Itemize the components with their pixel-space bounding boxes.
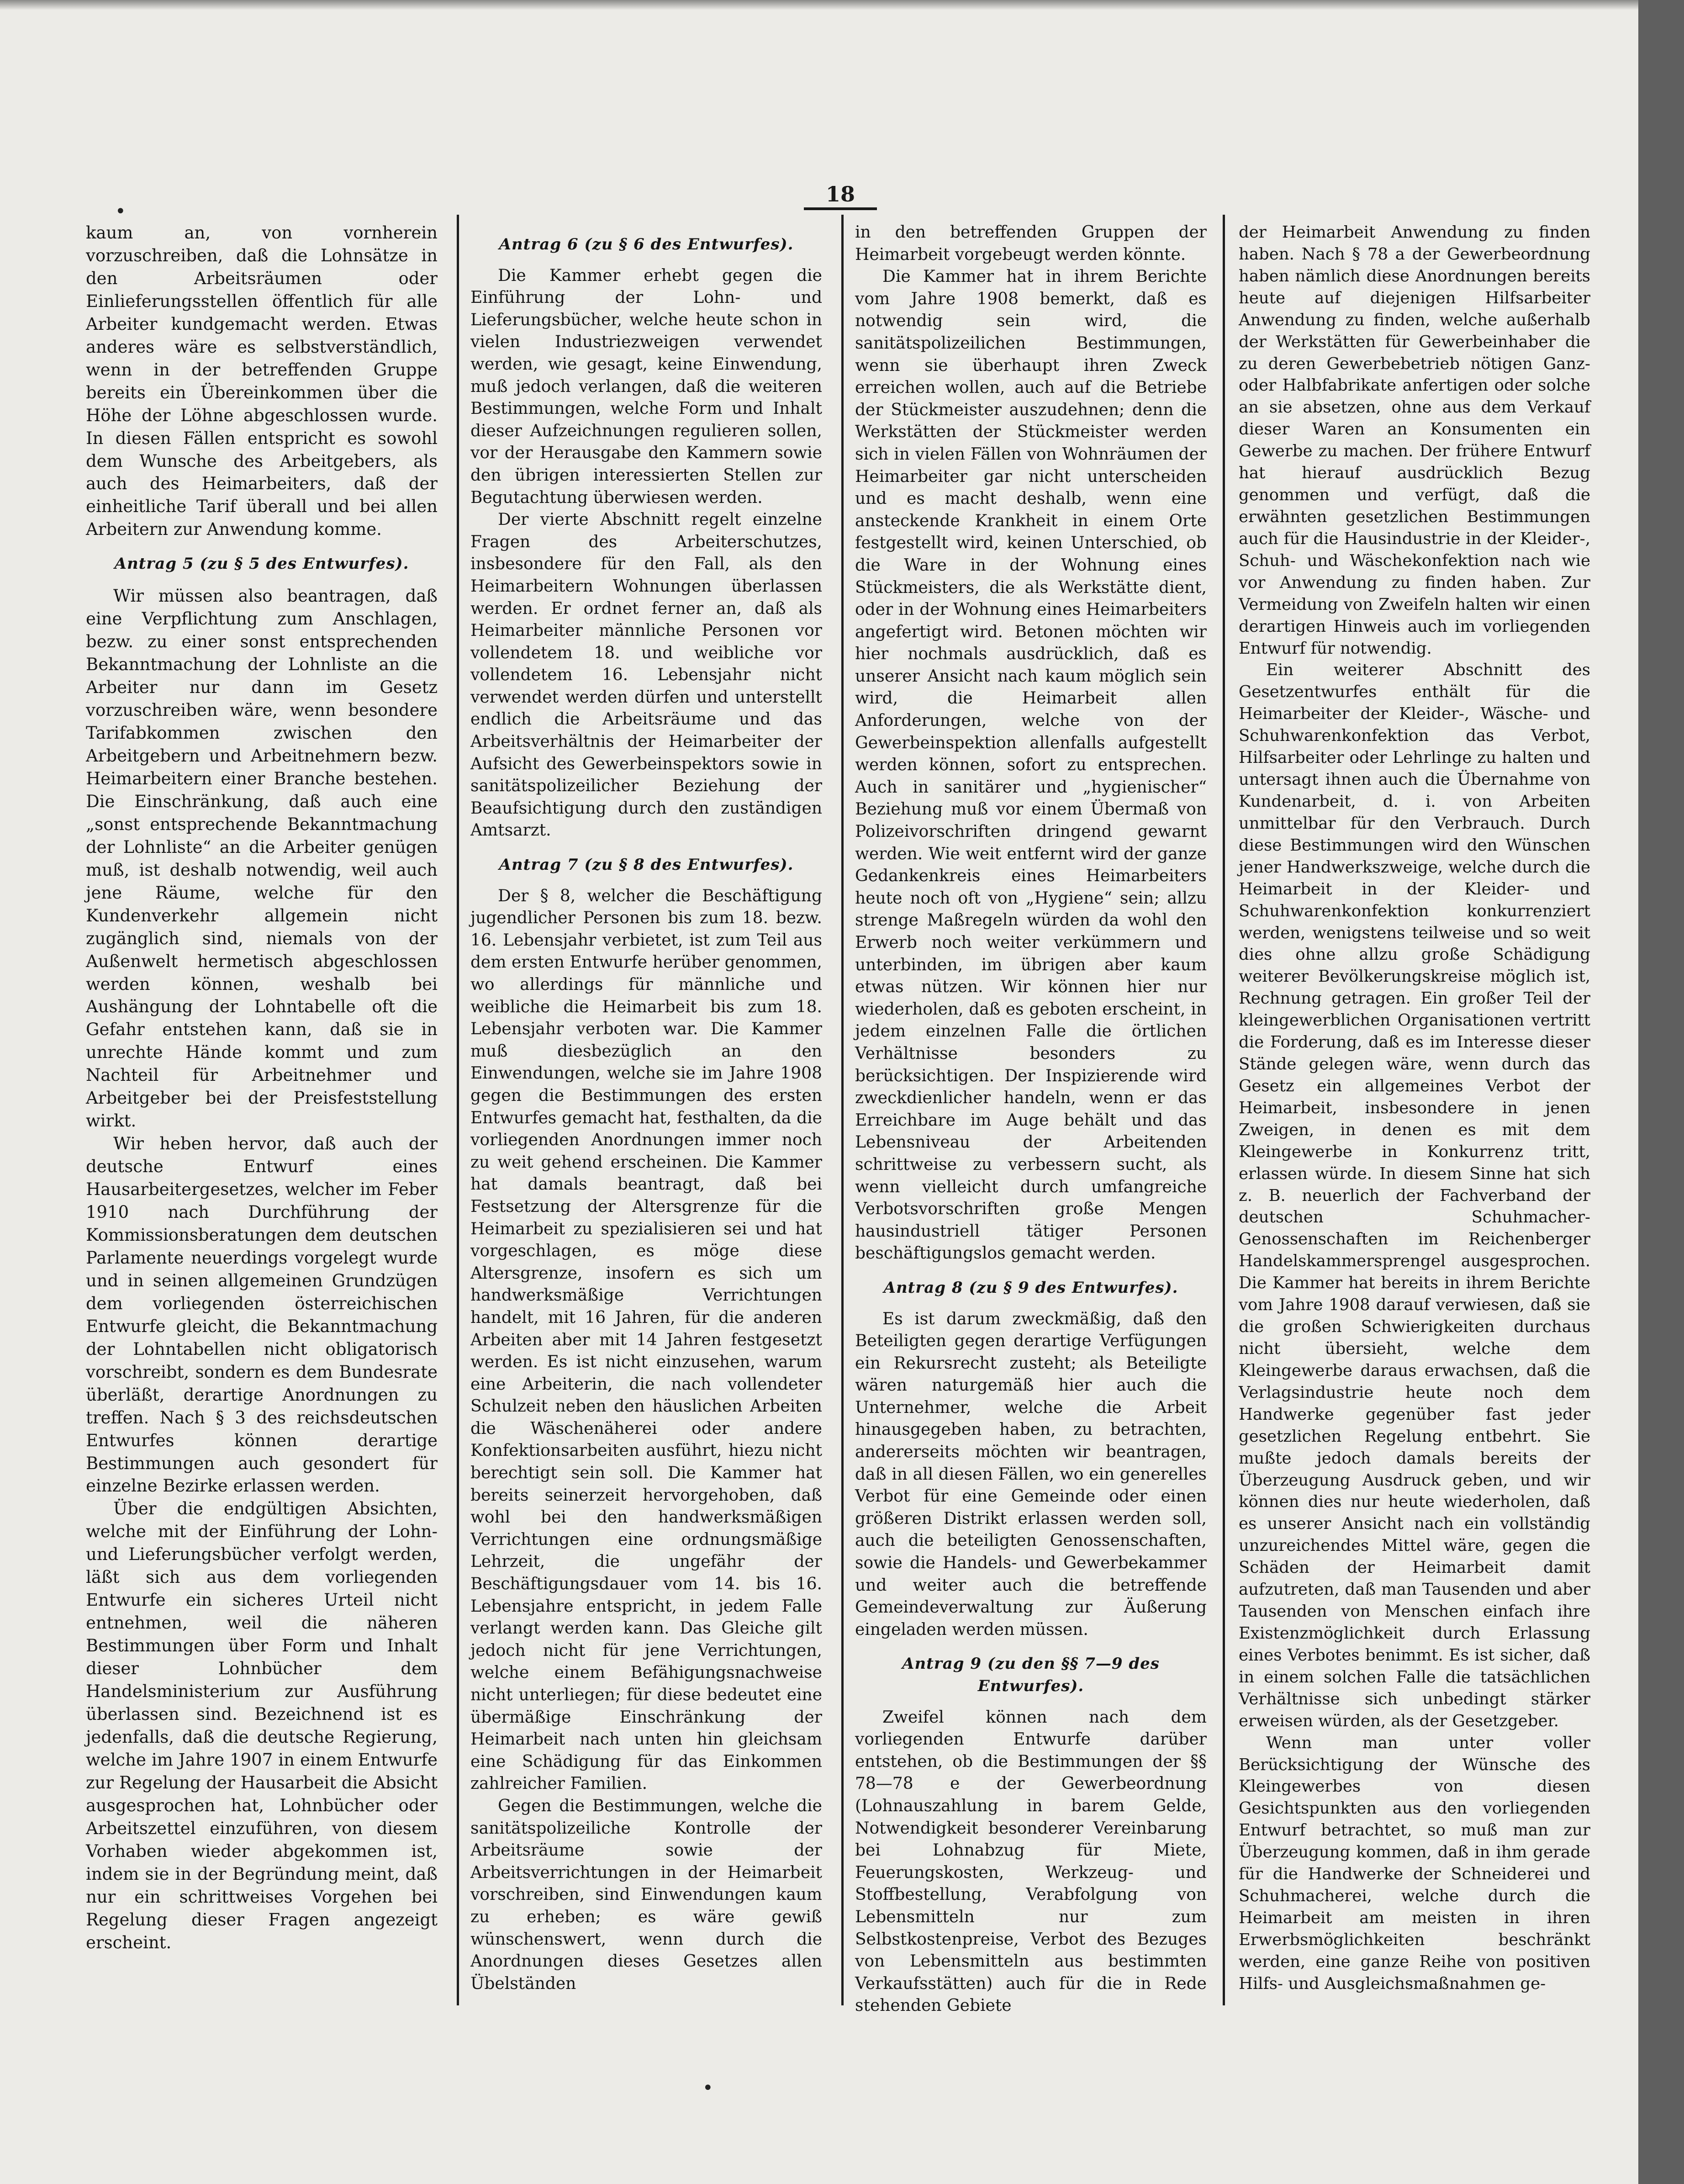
paragraph: der Heimarbeit Anwendung zu finden haben. Nach § 78 a der Gewerbeordnung haben nämlich diese Anordnungen bereits heute auf diejenigen Hilfsarbeiter Anwendung zu finden, welche außerhalb der Werkstätten für Gewerbeinhaber die zu deren Gewerbebetrieb nötigen Ganz- oder Halbfabrikate anfertigen oder solche an sie absetzen, ohne aus dem Verkauf dieser Waren an Konsumenten ein Gewerbe zu machen. Der frühere Entwurf hat hierauf ausdrücklich Bezug genommen und verfügt, daß die erwähnten gesetzlichen Bestimmungen auch für die Hausindustrie in der Kleider-, Schuh- und Wäschekonfektion nach wie vor Anwendung zu finden haben. Zur Vermeidung von Zweifeln halten wir einen derartigen Hinweis auch im vorliegenden Entwurf für notwendig. — [1239, 223, 1590, 658]
paragraph: in den betreffenden Gruppen der Heimarbeit vorgebeugt werden könnte. — [855, 223, 1207, 264]
column-rule — [841, 215, 844, 2005]
section-heading: Antrag 6 (zu § 6 des Entwurfes). — [499, 235, 794, 254]
paragraph: Wir müssen also beantragen, daß eine Verpflichtung zum Anschlagen, bezw. zu einer sonst entsprechenden Bekanntmachung der Lohnliste an die Arbeiter nur dann im Gesetz vorzuschreiben wäre, wenn besondere Tarifabkommen zwischen den Arbeitgebern und Arbeitnehmern bezw. Heimarbeitern einer Branche bestehen. Die Einschränkung, daß auch eine „sonst entsprechende Bekanntmachung der Lohnliste“ an die Arbeiter genügen muß, ist deshalb notwendig, weil auch jene Räume, welche für den Kundenverkehr allgemein nicht zugänglich sind, niemals von der Außenwelt hermetisch abgeschlossen werden können, weshalb bei Aushängung der Lohntabelle oft die Gefahr entstehen kann, daß sie in unrechte Hände kommt und zum Nachteil für Arbeitnehmer und Arbeitgeber bei der Preisfeststellung wirkt. — [86, 586, 438, 1131]
paragraph: Wir heben hervor, daß auch der deutsche Entwurf eines Hausarbeitergesetzes, welcher im Feber 1910 nach Durchführung der Kommissionsberatungen dem deutschen Parlamente neuerdings vorgelegt wurde und in seinen allgemeinen Grundzügen dem vorliegenden österreichischen Entwurfe gleicht, die Bekanntmachung der Lohntabellen nicht obligatorisch vorschreibt, sondern es dem Bundesrate überläßt, derartige Anordnungen zu treffen. Nach § 3 des reichsdeutschen Entwurfes können derartige Bestimmungen auch gesondert für einzelne Bezirke erlassen werden. — [86, 1134, 438, 1496]
stray-mark: • — [702, 2078, 713, 2099]
paragraph: Der vierte Abschnitt regelt einzelne Fragen des Arbeiterschutzes, insbesondere für den Fall, als den Heimarbeitern Wohnungen überlassen werden. Er ordnet ferner an, daß als Heimarbeiter männliche Personen vor vollendetem 18. und weibliche vor vollendetem 16. Lebensjahr nicht verwendet werden dürfen und unterstellt endlich die Arbeitsräume und das Arbeitsverhältnis der Heimarbeiter der Aufsicht des Gewerbeinspektors sowie in sanitätspolizeilicher Beziehung der Beaufsichtigung durch den zuständigen Amtsarzt. — [470, 510, 822, 840]
text-column-2 — [470, 222, 822, 1995]
page-number: 18 — [804, 182, 877, 210]
paragraph: Zweifel können nach dem vorliegenden Entwurfe darüber entstehen, ob die Bestimmungen der §§ 78—78 e der Gewerbeordnung (Lohnauszahlung in barem Gelde, Notwendigkeit besonderer Vereinbarung bei Lohnabzug für Miete, Feuerungskosten, Werkzeug- und Stoffbestellung, Verabfolgung von Lebensmitteln nur zum Selbstkostenpreise, Verbot des Bezuges von Lebensmitteln aus bestimmten Verkaufsstätten) auch für die in Rede stehenden Gebiete — [855, 1708, 1207, 2015]
paragraph: Über die endgültigen Absichten, welche mit der Einführung der Lohn- und Lieferungsbücher verfolgt werden, läßt sich aus dem vorliegenden Entwurfe ein sicheres Urteil nicht entnehmen, weil die näheren Bestimmungen über Form und Inhalt dieser Lohnbücher dem Handelsministerium zur Ausführung überlassen sind. Bezeichnend ist es jedenfalls, daß die deutsche Regierung, welche im Jahre 1907 in einem Entwurfe zur Regelung der Hausarbeit die Absicht ausgesprochen hat, Lohnbücher oder Arbeitszettel einzuführen, von diesem Vorhaben wieder abgekommen ist, indem sie in der Begründung meint, daß nur ein schrittweises Vorgehen bei Regelung dieser Fragen angezeigt erscheint. — [86, 1499, 438, 1952]
stray-mark: • — [115, 201, 126, 222]
paragraph: Die Kammer erhebt gegen die Einführung der Lohn- und Lieferungsbücher, welche heute schon in vielen Industriezweigen verwendet werden, wie gesagt, keine Einwendung, muß jedoch verlangen, daß die weiteren Bestimmungen, welche Form und Inhalt dieser Aufzeichnungen regulieren sollen, vor der Herausgabe den Kammern sowie den übrigen interessierten Stellen zur Begutachtung überwiesen werden. — [470, 266, 822, 507]
text-column-1 — [86, 222, 438, 1954]
text-column-3 — [855, 222, 1207, 2017]
column-rule — [1223, 215, 1225, 2005]
paragraph: Der § 8, welcher die Beschäftigung jugendlicher Personen bis zum 18. bezw. 16. Lebensjahr verbietet, ist zum Teil aus dem ersten Entwurfe herüber genommen, wo allerdings für männliche und weibliche die Heimarbeit bis zum 18. Lebensjahr verboten war. Die Kammer muß diesbezüglich an den Einwendungen, welche sie im Jahre 1908 gegen die Bestimmungen des ersten Entwurfes gemacht hat, festhalten, da die vorliegenden Anordnungen immer noch zu weit gehend erscheinen. Die Kammer hat damals beantragt, daß bei Festsetzung der Altersgrenze für die Heimarbeit zu spezialisieren sei und hat vorgeschlagen, es möge diese Altersgrenze, insofern es sich um handwerksmäßige Verrichtungen handelt, mit 16 Jahren, für die anderen Arbeiten aber mit 14 Jahren festgesetzt werden. Es ist nicht einzusehen, warum eine Arbeiterin, die nach vollendeter Schulzeit neben den häuslichen Arbeiten die Wäschenäherei oder andere Konfektionsarbeiten ausführt, hiezu nicht berechtigt sein soll. Die Kammer hat bereits seinerzeit hervorgehoben, daß wohl bei den handwerksmäßigen Verrichtungen eine ordnungsmäßige Lehrzeit, die ungefähr der Beschäftigungsdauer vom 14. bis 16. Lebensjahre entspricht, in jedem Falle verlangt werden kann. Das Gleiche gilt jedoch nicht für jene Verrichtungen, welche einem Befähigungsnachweise nicht unterliegen; für diese bedeutet eine übermäßige Einschränkung der Heimarbeit nach unten hin gleichsam eine Schädigung für das Einkommen zahlreicher Familien. — [470, 886, 822, 1793]
paragraph: kaum an, von vornherein vorzuschreiben, daß die Lohnsätze in den Arbeitsräumen oder Einlieferungsstellen öffentlich für alle Arbeiter kundgemacht werden. Etwas anderes wäre es selbstverständlich, wenn in der betreffenden Gruppe bereits ein Übereinkommen über die Höhe der Löhne abgeschlossen wurde. In diesen Fällen entspricht es sowohl dem Wunsche des Arbeitgebers, als auch des Heimarbeiters, daß der einheitliche Tarif überall und bei allen Arbeitern zur Anwendung komme. — [86, 223, 438, 539]
paragraph: Es ist darum zweckmäßig, daß den Beteiligten gegen derartige Verfügungen ein Rekursrecht zusteht; als Beteiligte wären naturgemäß hier auch die Unternehmer, welche die Arbeit hinausgegeben haben, zu betrachten, andererseits möchten wir beantragen, daß in all diesen Fällen, wo ein generelles Verbot für eine Gemeinde oder einen größeren Distrikt erlassen werden soll, auch die beteiligten Genossenschaften, sowie die Handels- und Gewerbekammer und weiter auch die betreffende Gemeindeverwaltung zur Äußerung eingeladen werden müssen. — [855, 1309, 1207, 1639]
section-heading: Antrag 7 (zu § 8 des Entwurfes). — [499, 856, 794, 874]
section-heading: Antrag 8 (zu § 9 des Entwurfes). — [883, 1278, 1178, 1297]
section-heading: Antrag 9 (zu den §§ 7—9 des Entwurfes). — [902, 1655, 1160, 1695]
text-column-4 — [1239, 222, 1590, 1995]
paragraph: Gegen die Bestimmungen, welche die sanitätspolizeiliche Kontrolle der Arbeitsräume sowie der Arbeitsverrichtungen in der Heimarbeit vorschreiben, sind Einwendungen kaum zu erheben; es wäre gewiß wünschenswert, wenn durch die Anordnungen dieses Gesetzes allen Übelständen — [470, 1796, 822, 1993]
section-heading: Antrag 5 (zu § 5 des Entwurfes). — [114, 555, 409, 573]
column-rule — [457, 215, 459, 2005]
scan-top-shadow — [0, 0, 1638, 10]
paragraph: Wenn man unter voller Berücksichtigung der Wünsche des Kleingewerbes von diesen Gesichtspunkten aus den vorliegenden Entwurf betrachtet, so muß man zur Überzeugung kommen, daß in ihm gerade für die Handwerke der Schneiderei und Schuhmacherei, welche durch die Heimarbeit am meisten in ihren Erwerbsmöglichkeiten beschränkt werden, eine ganze Reihe von positiven Hilfs- und Ausgleichsmaßnahmen ge- — [1239, 1733, 1590, 1993]
adjacent-page-edge — [1638, 0, 1684, 2184]
paragraph: Die Kammer hat in ihrem Berichte vom Jahre 1908 bemerkt, daß es notwendig sein wird, die sanitätspolizeilichen Bestimmungen, wenn sie überhaupt ihren Zweck erreichen wollen, auch auf die Betriebe der Stückmeister auszudehnen; denn die Werkstätten der Stückmeister werden sich in vielen Fällen von Wohnräumen der Heimarbeiter gar nicht unterscheiden und es macht deshalb, wenn eine ansteckende Krankheit in einem Orte festgestellt wird, keinen Unterschied, ob die Ware in der Wohnung eines Stückmeisters, die als Werkstätte dient, oder in der Wohnung eines Heimarbeiters angefertigt wird. Betonen möchten wir hier nochmals ausdrücklich, daß es unserer Ansicht nach kaum möglich sein wird, die Heimarbeit allen Anforderungen, welche von der Gewerbeinspektion allenfalls aufgestellt werden können, sofort zu entsprechen. Auch in sanitärer und „hygienischer“ Beziehung muß vor einem Übermaß von Polizeivorschriften dringend gewarnt werden. Wie weit entfernt wird der ganze Gedankenkreis eines Heimarbeiters heute noch oft von „Hygiene“ sein; allzu strenge Maßregeln würden da wohl den Erwerb noch weiter verkümmern und unterbinden, im übrigen aber kaum etwas nützen. Wir können hier nur wiederholen, daß es geboten erscheint, in jedem einzelnen Falle die örtlichen Verhältnisse besonders zu berücksichtigen. Der Inspizierende wird zweckdienlicher handeln, wenn er das Erreichbare im Auge behält und das Lebensniveau der Arbeitenden schrittweise zu verbessern sucht, als wenn vielleicht durch umfangreiche Verbotsvorschriften große Mengen hausindustriell tätiger Personen beschäftigungslos gemacht werden. — [855, 267, 1207, 1263]
paragraph: Ein weiterer Abschnitt des Gesetzentwurfes enthält für die Heimarbeiter der Kleider-, Wäsche- und Schuhwarenkonfektion das Verbot, Hilfsarbeiter oder Lehrlinge zu halten und untersagt ihnen auch die Übernahme von Kundenarbeit, d. i. von Arbeiten unmittelbar für den Verbrauch. Durch diese Bestimmungen wird den Wünschen jener Handwerkszweige, welche durch die Heimarbeit in der Kleider- und Schuhwarenkonfektion konkurrenziert werden, wenigstens teilweise und so weit dies ohne allzu große Schädigung weiterer Bevölkerungskreise möglich ist, Rechnung getragen. Ein großer Teil der kleingewerblichen Organisationen vertritt die Forderung, daß es im Interesse dieser Stände gelegen wäre, wenn durch das Gesetz ein allgemeines Verbot der Heimarbeit, insbesondere in jenen Zweigen, in denen es mit dem Kleingewerbe in Konkurrenz tritt, erlassen würde. In diesem Sinne hat sich z. B. neuerlich der Fachverband der deutschen Schuhmacher-Genossenschaften im Reichenberger Handelskammersprengel ausgesprochen. Die Kammer hat bereits in ihrem Berichte vom Jahre 1908 darauf verwiesen, daß sie die großen Schwierigkeiten durchaus nicht übersieht, welche dem Kleingewerbe daraus erwachsen, daß die Verlagsindustrie heute noch dem Handwerke gegenüber fast jeder gesetzlichen Regelung entbehrt. Sie mußte jedoch damals bereits der Überzeugung Ausdruck geben, und wir können dies nur heute wiederholen, daß es unserer Ansicht nach ein vollständig unzureichendes Mittel wäre, gegen die Schäden der Heimarbeit damit aufzutreten, daß man Tausenden und aber Tausenden von Menschen einfach ihre Existenzmöglichkeit durch Erlassung eines Verbotes benimmt. Es ist sicher, daß in einem solchen Falle die tatsächlichen Verhältnisse sich unbedingt stärker erweisen würden, als der Gesetzgeber. — [1239, 661, 1590, 1730]
